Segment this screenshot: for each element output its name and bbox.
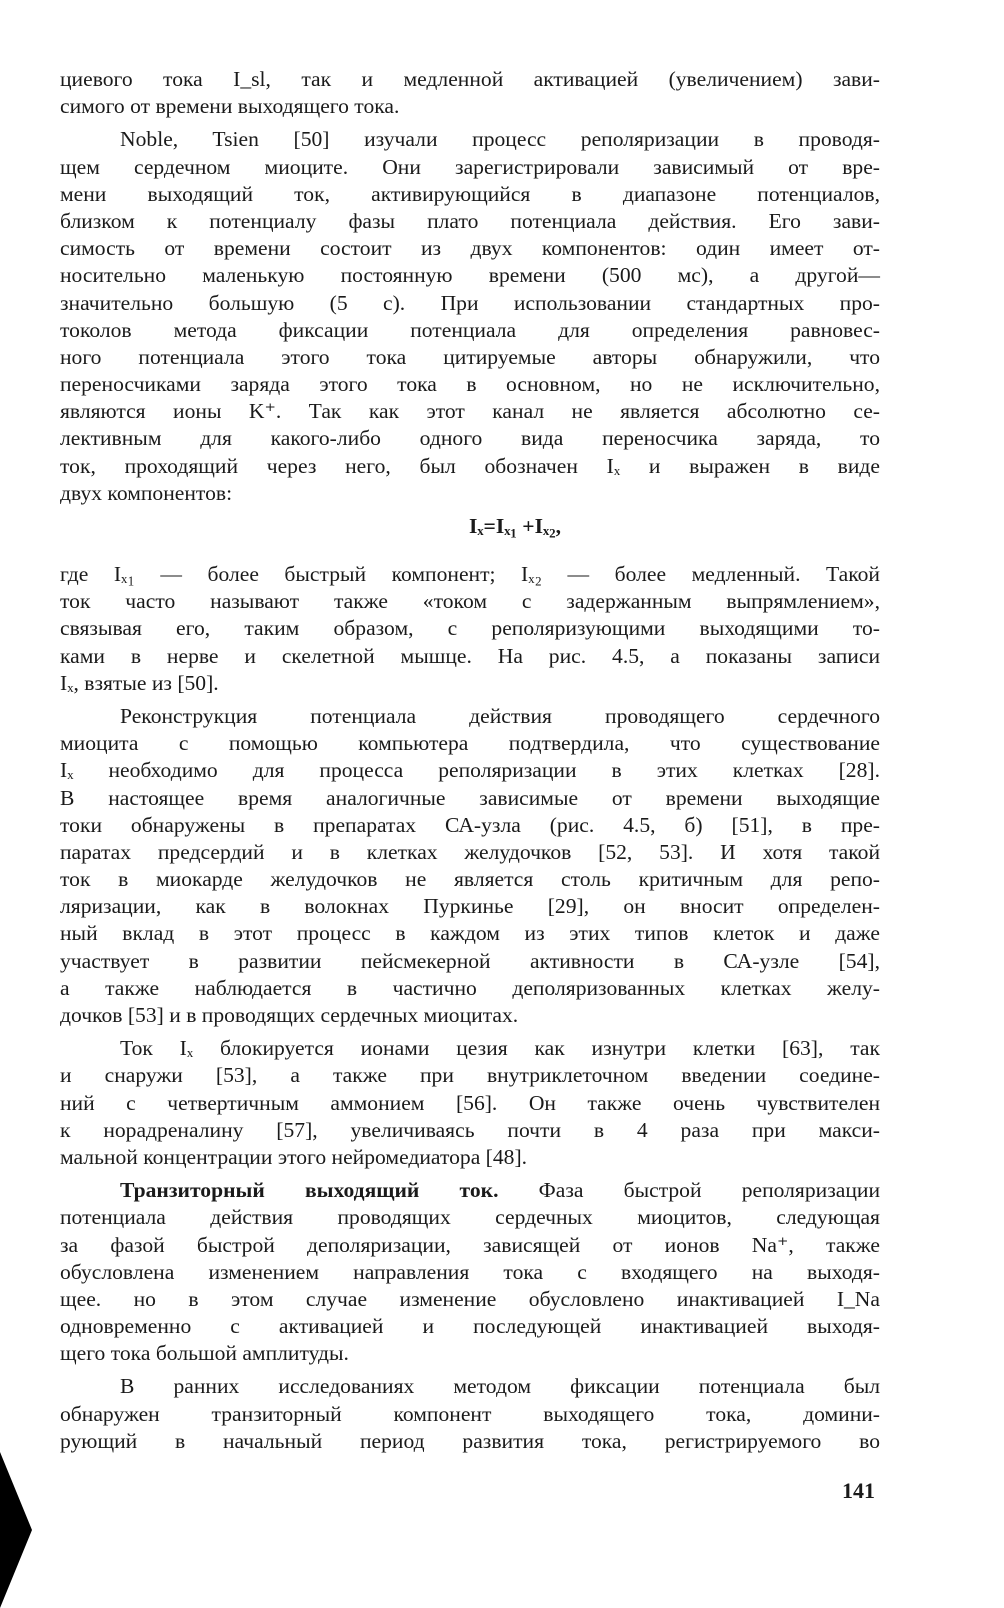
text-line: ток часто называют также «током с задержанным выпрямлением», bbox=[60, 589, 880, 614]
text-line: миоцита с помощью компьютера подтвердила, что существование bbox=[60, 731, 880, 756]
text-run: Фаза быстрой реполяризации bbox=[498, 1178, 880, 1203]
text-line: значительно большую (5 с). При использовании стандартных про- bbox=[60, 290, 880, 315]
text-line: а также наблюдается в частично деполяризованных клетках желу- bbox=[60, 975, 880, 1000]
text-line: где Iₓ₁ — более быстрый компонент; Iₓ₂ — более медленный. Такой bbox=[60, 562, 880, 586]
text-line: ляризации, как в волокнах Пуркинье [29], он вносит определен- bbox=[60, 894, 880, 919]
text-line bbox=[60, 1177, 880, 1204]
page-number: 141 bbox=[842, 1478, 875, 1503]
text-line: рующий в начальный период развития тока, регистрируемого во bbox=[60, 1428, 880, 1453]
text-line: Iₓ необходимо для процесса реполяризации в этих клетках [28]. bbox=[60, 758, 880, 783]
text-line: ками в нерве и скелетной мышце. На рис. 4.5, а показаны записи bbox=[60, 643, 880, 668]
text-line: мени выходящий ток, активирующийся в диапазоне потенциалов, bbox=[60, 181, 880, 206]
text-line: ного потенциала этого тока цитируемые авторы обнаружили, что bbox=[60, 344, 880, 369]
text-line: переносчиками заряда этого тока в основном, но не исключительно, bbox=[60, 372, 880, 397]
text-line: В ранних исследованиях методом фиксации потенциала был bbox=[120, 1374, 880, 1399]
text-line: к норадреналину [57], увеличиваясь почти в 4 раза при макси- bbox=[60, 1117, 880, 1142]
section-heading: Транзиторный выходящий ток. bbox=[120, 1178, 499, 1203]
text-line: токи обнаружены в препаратах СА-узла (рис. 4.5, б) [51], в пре- bbox=[60, 812, 880, 837]
text-line: токолов метода фиксации потенциала для определения равновес- bbox=[60, 317, 880, 342]
text-line: лективным для какого-либо одного вида переносчика заряда, то bbox=[60, 426, 880, 451]
text-line: паратах предсердий и в клетках желудочков [52, 53]. И хотя такой bbox=[60, 839, 880, 864]
formula: Iₓ=Iₓ₁ +Iₓ₂, bbox=[468, 514, 562, 538]
text-line: участвует в развитии пейсмекерной активности в СА-узле [54], bbox=[60, 948, 880, 973]
text-line: В настоящее время аналогичные зависимые от времени выходящие bbox=[60, 785, 880, 810]
text-line: ний с четвертичным аммонием [56]. Он также очень чувствителен bbox=[60, 1090, 880, 1115]
text-line: являются ионы K⁺. Так как этот канал не является абсолютно се- bbox=[60, 399, 880, 424]
text-line: связывая его, таким образом, с реполяризующими выходящими то- bbox=[60, 616, 880, 641]
text-line: и снаружи [53], а также при внутриклеточном введении соедине- bbox=[60, 1063, 880, 1088]
text-line: щее. но в этом случае изменение обусловлено инактивацией I_Na bbox=[60, 1286, 880, 1311]
text-line: близком к потенциалу фазы плато потенциала действия. Его зави- bbox=[60, 208, 880, 233]
text-line: Ток Iₓ блокируется ионами цезия как изнутри клетки [63], так bbox=[120, 1036, 880, 1061]
text-line: носительно маленькую постоянную времени (500 мс), а другой— bbox=[60, 263, 880, 288]
text-line: щем сердечном миоците. Они зарегистрировали зависимый от вре- bbox=[60, 154, 880, 179]
text-column bbox=[60, 66, 880, 1455]
text-line: мальной концентрации этого нейромедиатора [48]. bbox=[60, 1144, 528, 1169]
text-line: за фазой быстрой деполяризации, зависящей от ионов Na⁺, также bbox=[60, 1232, 880, 1257]
text-line: Iₓ, взятые из [50]. bbox=[60, 670, 219, 695]
scan-edge-blot bbox=[0, 1452, 32, 1608]
text-line: двух компонентов: bbox=[60, 480, 233, 505]
text-line: ток, проходящий через него, был обозначен Iₓ и выражен в виде bbox=[60, 453, 880, 478]
text-line: потенциала действия проводящих сердечных миоцитов, следующая bbox=[60, 1205, 880, 1230]
text-line: обнаружен транзиторный компонент выходящего тока, домини- bbox=[60, 1401, 880, 1426]
formula-spacer bbox=[60, 545, 880, 561]
text-line: симость от времени состоит из двух компонентов: один имеет от- bbox=[60, 236, 880, 261]
text-line: симого от времени выходящего тока. bbox=[60, 94, 400, 119]
text-line: обусловлена изменением направления тока с входящего на выходя- bbox=[60, 1259, 880, 1284]
text-line: дочков [53] и в проводящих сердечных миоцитах. bbox=[60, 1003, 519, 1027]
text-line: циевого тока I_sl, так и медленной активацией (увеличением) зави- bbox=[60, 67, 880, 91]
text-line: Реконструкция потенциала действия проводящего сердечного bbox=[120, 703, 880, 728]
text-line: одновременно с активацией и последующей инактивацией выходя- bbox=[60, 1314, 880, 1339]
text-line: Noble, Tsien [50] изучали процесс реполяризации в проводя- bbox=[120, 127, 880, 152]
text-line: ный вклад в этот процесс в каждом из этих типов клеток и даже bbox=[60, 921, 880, 946]
text-line: ток в миокарде желудочков не является столь критичным для репо- bbox=[60, 867, 880, 892]
text-line: щего тока большой амплитуды. bbox=[60, 1341, 349, 1366]
